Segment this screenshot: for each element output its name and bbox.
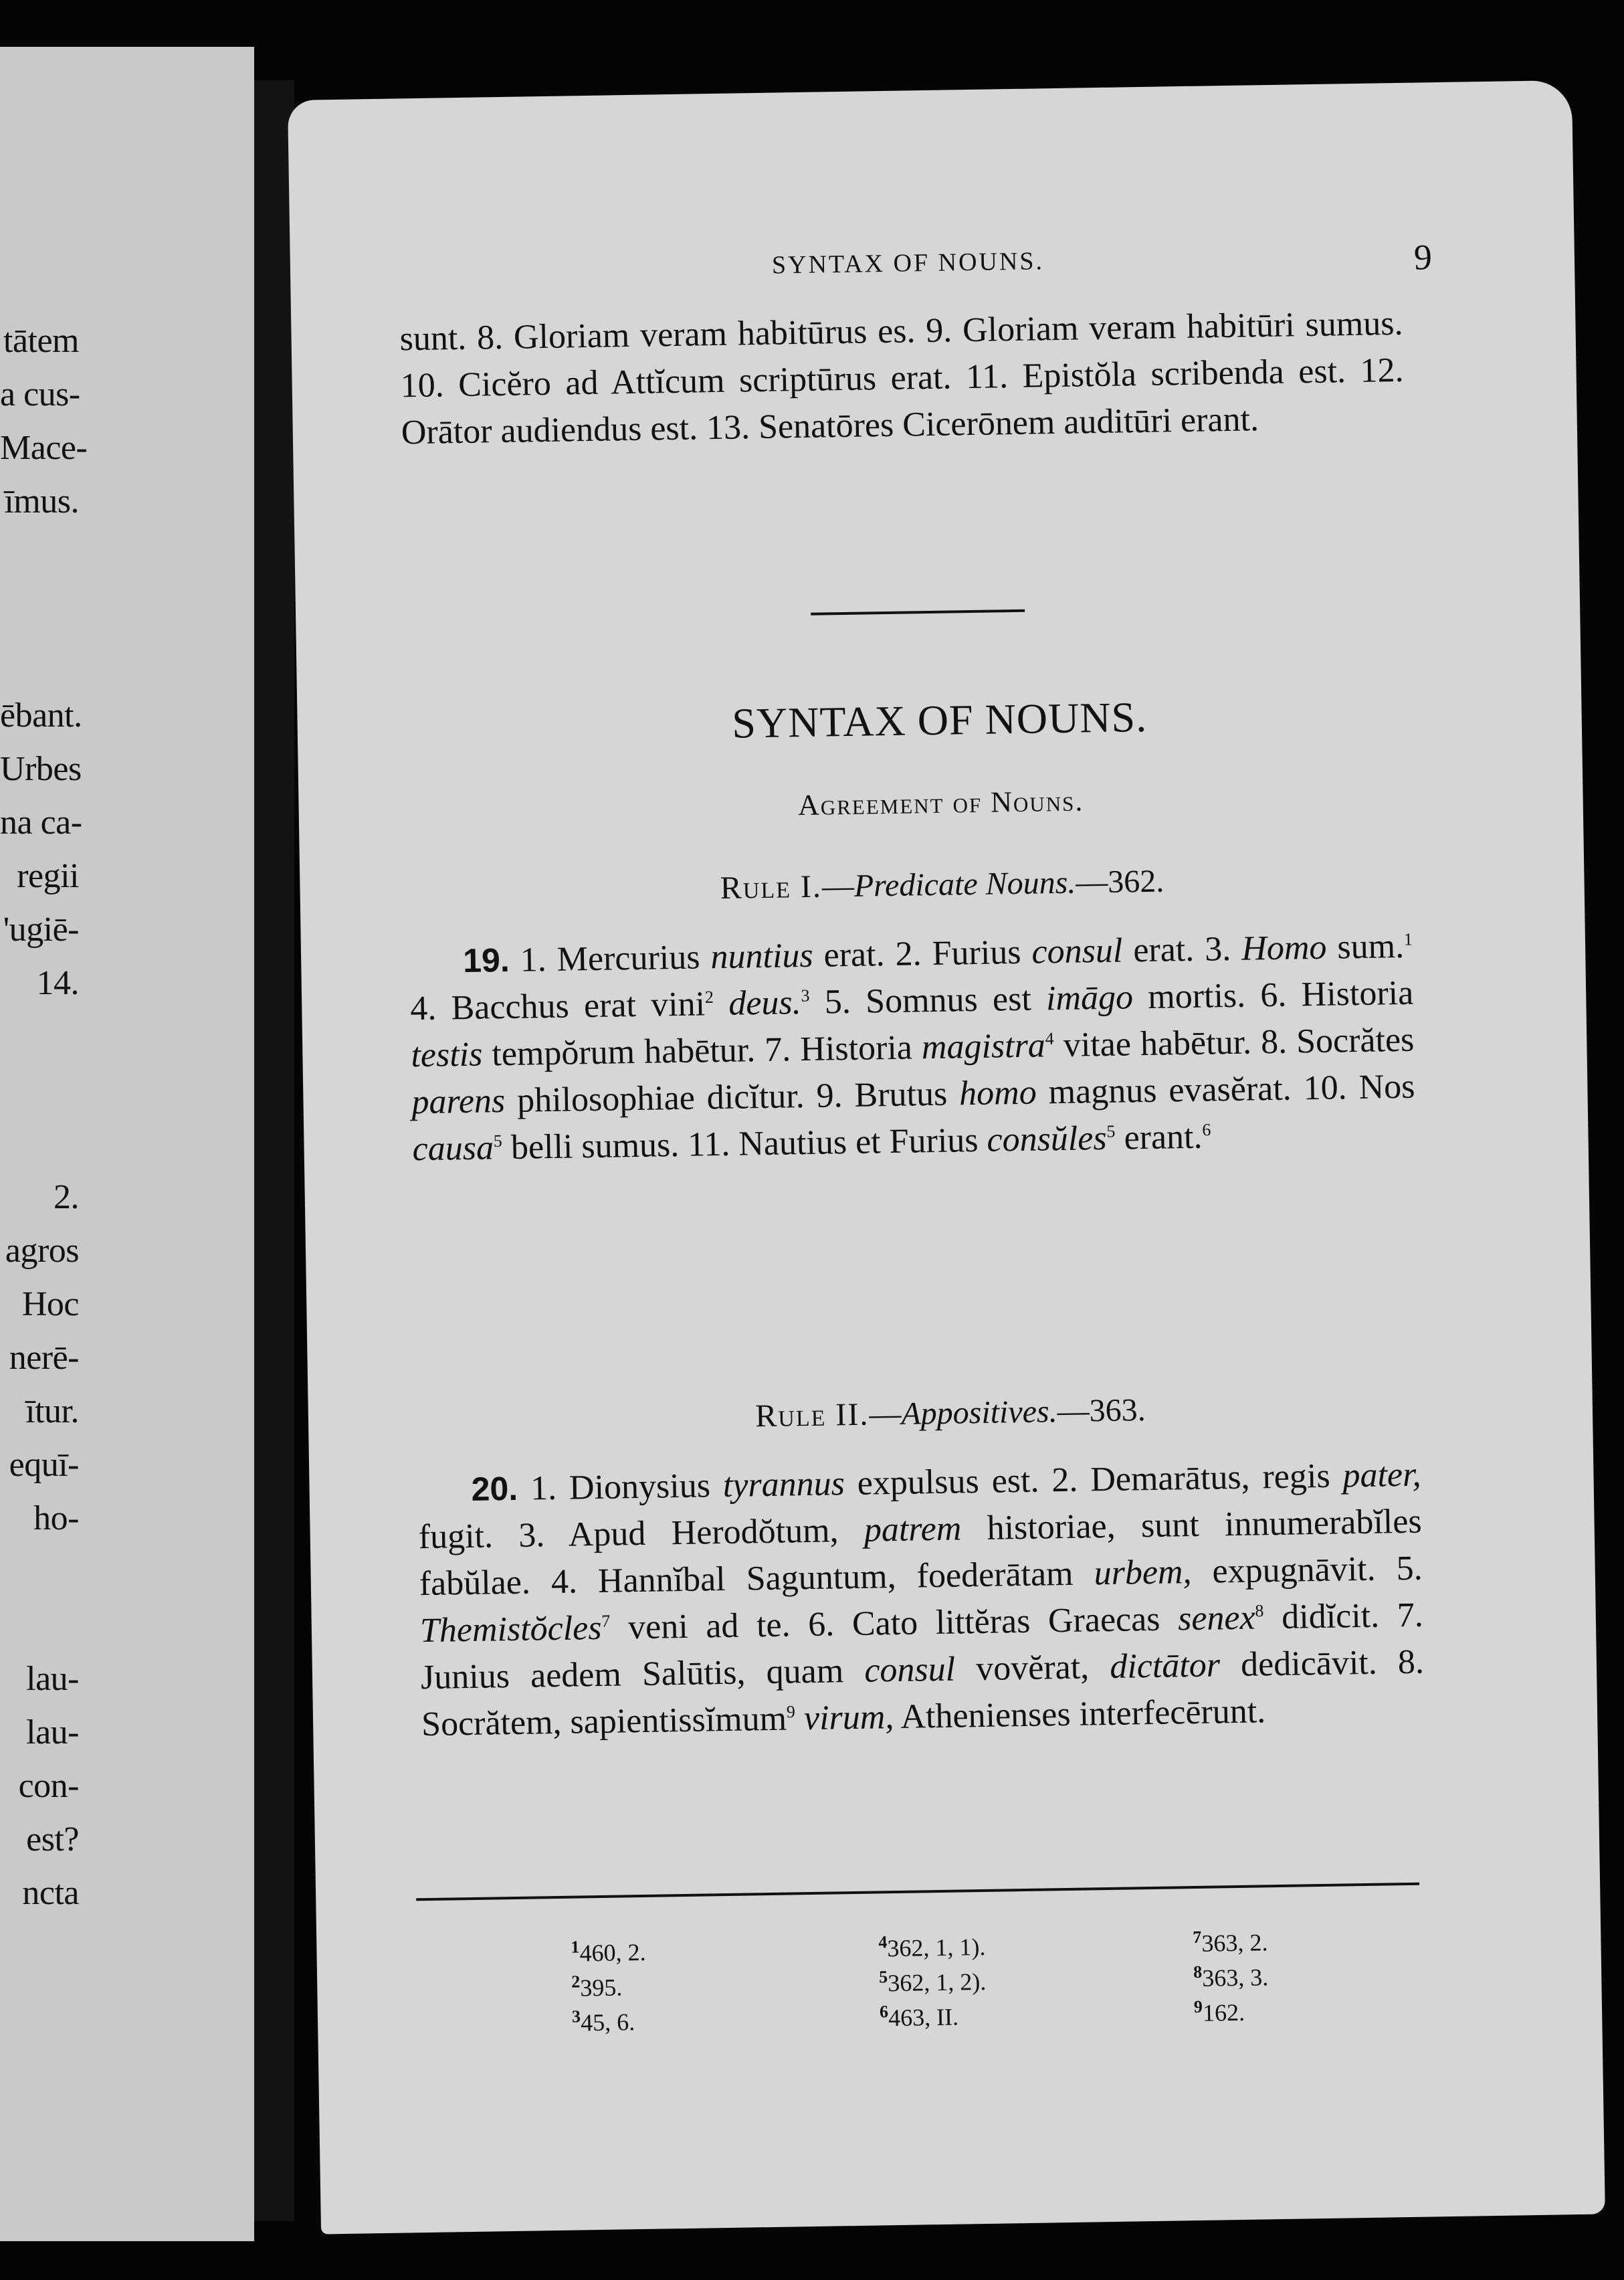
running-head: [288, 80, 1572, 280]
left-page-fragment: 2.: [54, 1178, 79, 1216]
text: belli sumus. 11. Nautius et Furius: [502, 1121, 987, 1167]
text: 4. Bacchus erat vini: [409, 985, 706, 1028]
rule-1-heading: Rule I.—Predicate Nouns.—362.: [720, 863, 1164, 906]
text: 5. Somnus est: [809, 979, 1047, 1022]
text: didĭcit. 7. Junius aedem Salūtis, quam: [420, 1596, 1424, 1697]
italic-term: consul: [864, 1650, 956, 1690]
text: historiae, sunt innumerabĭles fabŭlae. 4. Hannĭbal Saguntum, foederātam: [419, 1502, 1423, 1604]
rule-2-name: Appositives.: [900, 1394, 1058, 1432]
left-page-fragment: [0, 529, 79, 582]
text: tempŏrum habētur. 7. Historia: [482, 1028, 922, 1074]
left-page-fragment: ncta: [22, 1874, 79, 1912]
footnote-ref: 2: [704, 987, 714, 1008]
book-page: [288, 80, 1605, 2235]
text: veni ad te. 6. Cato littĕras Graecas: [610, 1600, 1179, 1647]
footnotes-column-2: [878, 1929, 987, 2035]
left-page-fragment: [0, 1064, 79, 1117]
text: erat. 2. Furius: [813, 933, 1032, 975]
running-head-title: SYNTAX OF NOUNS.: [771, 247, 1045, 280]
italic-term: urbem,: [1094, 1553, 1192, 1593]
book-gutter: [254, 80, 294, 2221]
rule-1-name: Predicate Nouns.: [853, 864, 1076, 904]
footnote-ref: 9: [786, 1702, 796, 1722]
footnote-mark: 3: [571, 2006, 581, 2026]
italic-term: patrem: [864, 1509, 962, 1549]
footnote-text: 363, 3.: [1201, 1964, 1269, 1992]
footnote-mark: 2: [571, 1972, 581, 1992]
left-page-fragment: ītur.: [25, 1392, 79, 1430]
rule-1-label: Rule I.: [720, 868, 823, 906]
left-page-fragment: est?: [26, 1820, 79, 1859]
footnote-ref: 5: [493, 1131, 503, 1151]
text: vovĕrat,: [954, 1647, 1110, 1689]
footnote-text: 460, 2.: [579, 1938, 646, 1967]
italic-term: pater,: [1342, 1455, 1421, 1495]
text: 1. Mercurius: [509, 938, 711, 979]
italic-term: parens: [411, 1082, 506, 1122]
left-page-fragment: ēbant.: [0, 696, 82, 735]
text: Athenienses interfecērunt.: [893, 1692, 1266, 1737]
left-page-fragment: lau-: [26, 1660, 79, 1698]
footnote: [1193, 1960, 1269, 1996]
italic-term: nuntius: [710, 936, 814, 977]
footnote-ref: 1: [1403, 929, 1413, 949]
footnote-text: 362, 1, 1).: [887, 1933, 986, 1962]
text: dedicāvit. 8. Socrătem, sapientissĭmum: [421, 1642, 1425, 1744]
footnote-mark: 4: [878, 1932, 888, 1952]
footnote-ref: 6: [1202, 1120, 1211, 1140]
section-divider: [811, 609, 1025, 615]
footnote-text: 162.: [1202, 1998, 1245, 2026]
rule-2-label: Rule II.: [754, 1396, 870, 1434]
italic-term: imāgo: [1045, 978, 1134, 1018]
footnote-mark: 1: [571, 1937, 580, 1957]
italic-term: tyrannus: [722, 1464, 845, 1505]
rule-2-heading: Rule II.—Appositives.—363.: [754, 1392, 1146, 1434]
footnote: [880, 1999, 987, 2036]
footnote-text: 395.: [580, 1974, 623, 2002]
italic-term: virum,: [795, 1698, 894, 1738]
italic-term: homo: [958, 1073, 1037, 1113]
italic-term: causa: [412, 1129, 494, 1169]
footnote-ref: 5: [1106, 1121, 1116, 1141]
left-page-fragment: 'ugiē-: [3, 911, 79, 949]
italic-term: dictātor: [1109, 1646, 1221, 1686]
text: philosophiae dicĭtur. 9. Brutus: [504, 1074, 960, 1121]
italic-term: consŭles: [987, 1119, 1108, 1159]
footnote: [879, 1964, 987, 2001]
italic-term: magistra: [921, 1026, 1046, 1067]
footnote-text: 45, 6.: [580, 2008, 635, 2036]
footnote-text: 463, II.: [888, 2003, 959, 2032]
footnote-ref: 3: [801, 985, 810, 1006]
footnote-divider: [416, 1883, 1419, 1901]
left-page-fragment: nerē-: [9, 1339, 79, 1377]
text: erant.: [1115, 1117, 1203, 1157]
page-number: 9: [1413, 237, 1433, 278]
left-page: [0, 47, 254, 2241]
left-page-fragment: regii: [17, 857, 79, 895]
footnote-ref: 8: [1255, 1601, 1264, 1621]
left-page-fragment: [0, 1599, 79, 1652]
footnote: [571, 1970, 647, 2006]
left-page-fragment: tātem: [3, 322, 79, 360]
rule-2-ref: —363.: [1057, 1392, 1146, 1430]
left-page-fragment: ho-: [33, 1499, 79, 1537]
continued-exercise-paragraph: sunt. 8. Gloriam veram habitūrus es. 9. Gloriam veram habitūri sumus. 10. Cicĕro ad Attĭcum scriptūrus erat. 11. Epistŏla scribenda est. 12. Orātor audiendus est. 13. Senatōres Cicerōnem auditūri erant.: [399, 304, 1404, 452]
footnote-text: 362, 1, 2).: [888, 1968, 987, 1997]
left-page-fragment: [0, 1117, 79, 1171]
footnote-mark: 9: [1193, 1996, 1203, 2017]
section-title: SYNTAX OF NOUNS.: [731, 692, 1148, 747]
footnote: [878, 1929, 986, 1966]
left-page-fragment: lau-: [26, 1713, 79, 1751]
italic-term: deus.: [713, 983, 802, 1024]
footnotes-column-1: [571, 1935, 647, 2040]
footnote-mark: 5: [878, 1967, 888, 1987]
left-page-text: [0, 314, 88, 1920]
footnote-mark: 7: [1193, 1927, 1202, 1948]
exercise-19: [409, 923, 1416, 1173]
footnote: [572, 2004, 647, 2040]
footnote: [1193, 1925, 1268, 1961]
left-page-fragment: a cus-: [0, 375, 80, 413]
exercise-20: [417, 1451, 1425, 1749]
left-page-fragment: [0, 1545, 79, 1599]
left-page-fragment: agros: [5, 1232, 79, 1270]
text: fugit. 3. Apud Herodŏtum,: [418, 1511, 865, 1557]
footnote-ref: 4: [1045, 1028, 1054, 1049]
left-page-fragment: Urbes: [0, 750, 82, 788]
italic-term: testis: [411, 1035, 483, 1075]
left-page-fragment: īmus.: [4, 482, 79, 520]
left-page-fragment: equī-: [9, 1446, 79, 1484]
text: expugnāvit. 5.: [1191, 1549, 1423, 1592]
footnote: [1194, 1994, 1270, 2030]
text: erat. 3.: [1122, 929, 1242, 970]
text: vitae habētur. 8. Socrătes: [1053, 1020, 1415, 1065]
left-page-fragment: [0, 582, 79, 636]
left-page-fragment: 14.: [36, 964, 79, 1002]
exercise-number: 19.: [462, 941, 510, 980]
footnote-text: 363, 2.: [1201, 1929, 1268, 1957]
rule-1-ref: —362.: [1075, 863, 1164, 900]
text: sum.: [1326, 927, 1405, 967]
left-page-fragment: con-: [18, 1767, 79, 1805]
text: mortis. 6. Historia: [1132, 973, 1414, 1017]
text: expulsus est. 2. Demarātus, regis: [844, 1456, 1343, 1503]
left-page-fragment: [0, 636, 79, 689]
left-page-fragment: na ca-: [0, 803, 82, 842]
italic-term: senex: [1177, 1598, 1256, 1638]
footnote-ref: 7: [601, 1611, 611, 1631]
footnote-mark: 8: [1193, 1962, 1203, 1982]
italic-term: Homo: [1241, 928, 1327, 968]
footnote: [571, 1935, 646, 1971]
footnote-mark: 6: [879, 2002, 889, 2022]
section-subtitle: Agreement of Nouns.: [797, 784, 1084, 822]
text: magnus evasĕrat. 10. Nos: [1036, 1067, 1415, 1112]
italic-term: Themistŏcles: [419, 1608, 602, 1650]
left-page-fragment: [0, 1010, 79, 1064]
text: 1. Dionysius: [517, 1466, 724, 1508]
italic-term: consul: [1031, 931, 1123, 971]
footnotes-column-3: [1193, 1925, 1269, 2030]
left-page-fragment: Mace-: [0, 429, 88, 467]
exercise-number: 20.: [471, 1469, 518, 1508]
left-page-fragment: Hoc: [21, 1285, 79, 1323]
